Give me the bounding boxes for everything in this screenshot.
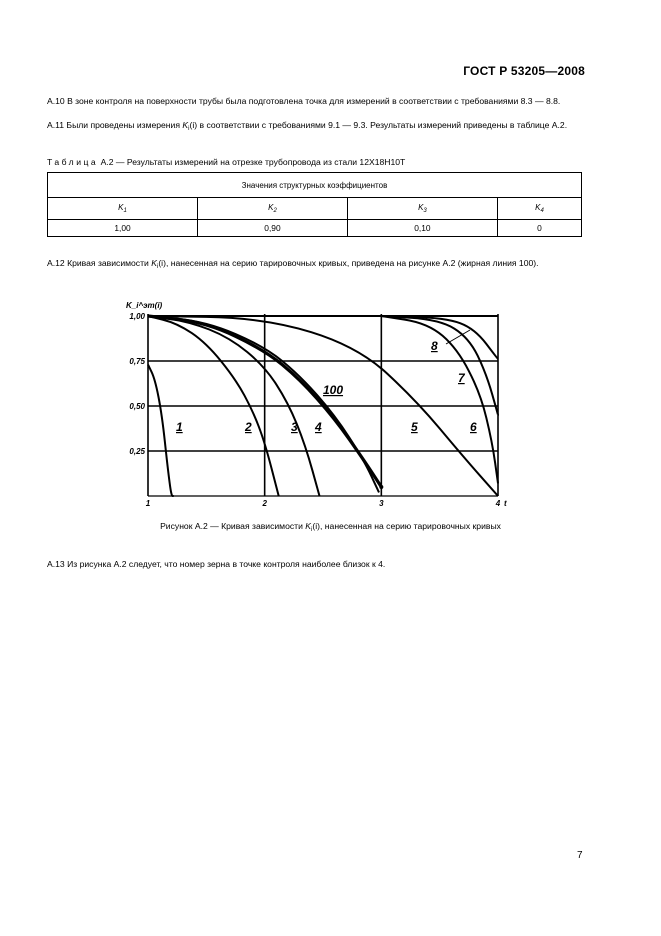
- paragraph-a11: [47, 119, 584, 136]
- calibration-chart: [118, 294, 518, 516]
- paragraph-a10: А.10 В зоне контроля на поверхности трубы была подготовлена точка для измерений в соответствии с требованиями 8.3 — 8.8.: [47, 96, 561, 106]
- y-tick-label: 0,75: [129, 357, 145, 366]
- curve-label-100: 100: [323, 383, 344, 397]
- curve-label-7: 7: [458, 371, 465, 385]
- table-caption: [47, 157, 405, 167]
- curve-label-3: 3: [291, 420, 298, 434]
- coef-header-k2: [197, 198, 347, 220]
- curve-label-8: 8: [431, 339, 438, 353]
- calibration-curve-6: [381, 316, 498, 483]
- coef-symbol: K: [118, 203, 124, 212]
- k-subscript: i: [156, 264, 159, 270]
- curve-label-6: 6: [470, 420, 477, 434]
- x-tick-label: 1: [145, 499, 151, 508]
- coef-subscript: 1: [123, 208, 127, 214]
- table-caption-text: А.2 — Результаты измерений на отрезке трубопровода из стали 12Х18Н10Т: [98, 157, 406, 167]
- k-argument: (i): [189, 120, 198, 130]
- coef-header-k3: [347, 198, 497, 220]
- value-k3: 0,10: [347, 220, 497, 237]
- table-caption-label: Таблица: [47, 157, 99, 167]
- document-id: ГОСТ Р 53205—2008: [463, 64, 585, 78]
- curve-label-1: 1: [176, 420, 183, 434]
- curve-label-2: 2: [245, 420, 252, 434]
- figure-caption: [0, 521, 661, 533]
- y-tick-label: 1,00: [129, 312, 145, 321]
- curve-end-marker: [379, 485, 383, 489]
- value-k4: 0: [497, 220, 581, 237]
- y-axis-label: K_i^эт(i): [126, 301, 163, 310]
- coef-symbol: K: [535, 203, 541, 212]
- paragraph-a13: А.13 Из рисунка А.2 следует, что номер зерна в точке контроля наиболее близок к 4.: [47, 559, 386, 569]
- value-k1: 1,00: [48, 220, 198, 237]
- k-subscript: i: [188, 126, 190, 132]
- k-argument: (i): [312, 521, 321, 531]
- paragraph-a11-rest: в соответствии с требованиями 9.1 — 9.3. Результаты измерений приведены в таблице А.2.: [197, 120, 568, 130]
- table-header: Значения структурных коэффициентов: [48, 173, 582, 198]
- k-symbol: K: [151, 258, 157, 268]
- k-symbol: K: [305, 521, 312, 531]
- curve-label-5: 5: [411, 420, 418, 434]
- curve-label-4: 4: [315, 420, 322, 434]
- paragraph-a12-lead: А.12 Кривая зависимости: [47, 258, 152, 268]
- k-subscript: i: [311, 527, 313, 533]
- calibration-curve-1: [148, 365, 174, 496]
- paragraph-a11-lead: А.11 Были проведены измерения: [47, 120, 183, 130]
- x-axis-label: t: [504, 499, 507, 508]
- coef-subscript: 4: [540, 208, 544, 214]
- k-symbol: K: [182, 120, 189, 130]
- coef-symbol: K: [418, 203, 424, 212]
- coef-header-k4: [497, 198, 581, 220]
- calibration-curve-4: [148, 316, 379, 492]
- coef-header-k1: [48, 198, 198, 220]
- coef-subscript: 2: [273, 208, 277, 214]
- x-tick-label: 4: [495, 499, 501, 508]
- coef-symbol: K: [268, 203, 274, 212]
- results-table: [47, 172, 582, 237]
- page-number: 7: [577, 850, 583, 861]
- y-tick-label: 0,25: [129, 447, 145, 456]
- paragraph-a12: [47, 257, 584, 274]
- x-tick-label: 2: [262, 499, 267, 508]
- value-k2: 0,90: [197, 220, 347, 237]
- x-tick-label: 3: [379, 499, 384, 508]
- k-argument: (i): [158, 258, 166, 268]
- y-tick-label: 0,50: [129, 402, 145, 411]
- coef-subscript: 3: [423, 208, 427, 214]
- paragraph-a12-rest: , нанесенная на серию тарировочных кривых, приведена на рисунке А.2 (жирная линия 100).: [165, 258, 539, 268]
- figure-caption-lead: Рисунок А.2 — Кривая зависимости: [160, 521, 306, 531]
- figure-caption-rest: , нанесенная на серию тарировочных кривых: [320, 521, 501, 531]
